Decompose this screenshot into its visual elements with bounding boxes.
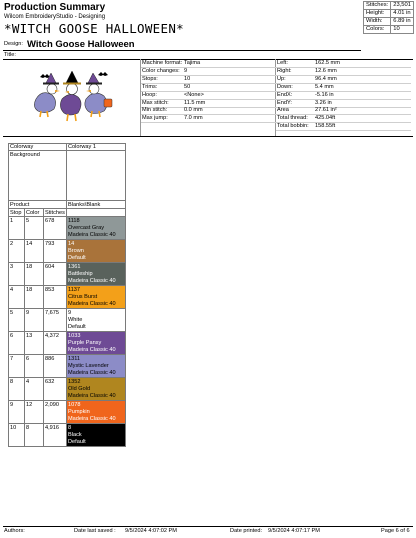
page-title: Production Summary xyxy=(4,2,106,13)
thread-code: 9 xyxy=(68,310,72,316)
machine-value: 50 xyxy=(184,83,191,90)
footer-divider xyxy=(3,526,413,527)
color-row-color-text: 12 xyxy=(26,402,33,408)
printed-value: 9/5/2024 4:07:17 PM xyxy=(268,528,320,534)
thread-name: Black xyxy=(68,432,82,438)
color-row-stop-text: 10 xyxy=(10,425,17,431)
thread-brand: Madeira Classic 40 xyxy=(68,347,116,353)
color-row-stitches-text: 604 xyxy=(45,264,55,270)
color-row-stop-text: 1 xyxy=(10,218,14,224)
color-row-color xyxy=(24,285,44,309)
product-cell: Product xyxy=(8,200,67,209)
machine-row-divider xyxy=(141,75,276,76)
col-stop-header: Stop xyxy=(8,208,25,217)
extent-value: 158.55ft xyxy=(315,123,336,130)
machine-label: Max stitch: xyxy=(142,99,169,106)
extent-label: EndX: xyxy=(277,91,293,98)
col-stitches-header: Stitches xyxy=(43,208,67,217)
color-row-stop-text: 3 xyxy=(10,264,14,270)
color-swatch xyxy=(66,216,126,240)
thread-name: Mystic Lavender xyxy=(68,363,109,369)
extent-label: Down: xyxy=(277,83,293,90)
color-row-color-text: 18 xyxy=(26,264,33,270)
stats-value: 23,501 xyxy=(391,2,414,10)
product-value-cell: Blanks\Blank xyxy=(66,200,126,209)
stats-label: Width: xyxy=(364,18,391,26)
thread-brand: Madeira Classic 40 xyxy=(68,232,116,238)
color-row-stop-text: 4 xyxy=(10,287,14,293)
color-row-color-text: 5 xyxy=(26,218,30,224)
color-row-stitches-text: 7,675 xyxy=(45,310,59,316)
extent-value: 3.26 in xyxy=(315,99,332,106)
extent-row-divider xyxy=(276,130,411,131)
thread-name: Brown xyxy=(68,248,84,254)
goose-middle xyxy=(60,71,81,121)
color-row-stitches xyxy=(43,423,67,447)
machine-label: Min stitch: xyxy=(142,107,168,114)
machine-value: <None> xyxy=(184,91,204,98)
color-row-stop-text: 8 xyxy=(10,379,14,385)
extent-label: Area xyxy=(277,107,289,114)
color-row-stitches-text: 2,090 xyxy=(45,402,59,408)
thread-name: Old Gold xyxy=(68,386,91,392)
thread-code: 1118 xyxy=(68,218,80,224)
color-row-stitches xyxy=(43,354,67,378)
colorway-header-left: Colorway xyxy=(8,143,67,151)
color-row-stop xyxy=(8,216,25,240)
extent-row-divider xyxy=(276,107,411,108)
saved-value: 9/5/2024 4:07:02 PM xyxy=(125,528,177,534)
extent-row-divider xyxy=(276,83,411,84)
design-preview xyxy=(28,69,118,127)
machine-row-divider xyxy=(141,122,276,123)
goose-left xyxy=(34,73,60,117)
design-name: Witch Goose Halloween xyxy=(27,39,135,50)
thread-name: Citrus Burst xyxy=(68,294,98,300)
color-row-stitches-text: 4,372 xyxy=(45,333,59,339)
color-row-color xyxy=(24,400,44,424)
color-row-stop xyxy=(8,285,25,309)
stats-value: 6.89 in xyxy=(391,18,414,26)
machine-label: Color changes: xyxy=(142,67,180,74)
thread-name: Purple Pansy xyxy=(68,340,102,346)
color-row-stitches-text: 886 xyxy=(45,356,55,362)
stats-row xyxy=(364,26,414,34)
color-row-stop xyxy=(8,262,25,286)
thread-code: 1078 xyxy=(68,402,81,408)
stats-label: Height: xyxy=(364,10,391,18)
color-row-stop xyxy=(8,331,25,355)
color-row-stop-text: 7 xyxy=(10,356,14,362)
thread-code: 14 xyxy=(68,241,75,247)
color-row-stitches xyxy=(43,262,67,286)
extent-label: EndY: xyxy=(277,99,292,106)
background-cell: Background xyxy=(8,150,67,201)
stats-row xyxy=(364,18,414,26)
color-swatch xyxy=(66,377,126,401)
machine-value: 7.0 mm xyxy=(184,115,203,122)
thread-brand: Madeira Classic 40 xyxy=(68,393,116,399)
color-row-color-text: 4 xyxy=(26,379,30,385)
header-divider xyxy=(3,50,361,51)
page-subtitle: Wilcom EmbroideryStudio - Designing xyxy=(4,14,106,20)
stats-box xyxy=(363,1,414,34)
colorway-table xyxy=(8,143,126,448)
colorway-header-right: Colorway 1 xyxy=(66,143,126,151)
bat-left-icon xyxy=(40,74,50,78)
color-row-stop xyxy=(8,239,25,263)
thread-code: 1352 xyxy=(68,379,81,385)
color-swatch xyxy=(66,262,126,286)
color-swatch xyxy=(66,239,126,263)
thread-brand: Default xyxy=(68,255,86,261)
extent-label: Up: xyxy=(277,75,286,82)
color-row-stop-text: 5 xyxy=(10,310,14,316)
color-row-stitches-text: 853 xyxy=(45,287,55,293)
thread-name: Battleship xyxy=(68,271,93,277)
color-row-stop xyxy=(8,377,25,401)
extent-value: 27.61 in² xyxy=(315,107,337,114)
machine-label: Max jump: xyxy=(142,115,168,122)
color-swatch xyxy=(66,331,126,355)
extent-value: 162.5 mm xyxy=(315,60,340,66)
color-row-stitches xyxy=(43,308,67,332)
design-banner: *WITCH GOOSE HALLOWEEN* xyxy=(4,21,184,36)
color-row-stitches-text: 678 xyxy=(45,218,55,224)
printed-label: Date printed: xyxy=(230,528,263,534)
color-row-color-text: 6 xyxy=(26,356,30,362)
machine-row-divider xyxy=(141,91,276,92)
thread-brand: Default xyxy=(68,439,86,445)
extent-value: 5.4 mm xyxy=(315,83,334,90)
color-row-color-text: 9 xyxy=(26,310,30,316)
extent-row-divider xyxy=(276,99,411,100)
color-row-color xyxy=(24,216,44,240)
color-swatch xyxy=(66,285,126,309)
color-row-color-text: 13 xyxy=(26,333,33,339)
color-row-color xyxy=(24,262,44,286)
color-swatch xyxy=(66,423,126,447)
witch-goose-illustration xyxy=(28,69,118,127)
color-row-stitches-text: 793 xyxy=(45,241,55,247)
machine-label: Trims: xyxy=(142,83,158,90)
color-row-color xyxy=(24,377,44,401)
stats-row xyxy=(364,2,414,10)
stats-value: 4.01 in xyxy=(391,10,414,18)
machine-value: 11.5 mm xyxy=(184,99,206,106)
machine-value: 10 xyxy=(184,75,191,82)
color-row-stop-text: 2 xyxy=(10,241,14,247)
authors-label: Authors: xyxy=(4,528,25,534)
color-row-color xyxy=(24,331,44,355)
extent-value: -5.16 in xyxy=(315,91,334,98)
extent-label: Left: xyxy=(277,60,288,66)
thread-brand: Madeira Classic 40 xyxy=(68,301,116,307)
extent-row-divider xyxy=(276,67,411,68)
machine-label: Machine format: xyxy=(142,60,183,66)
thread-brand: Madeira Classic 40 xyxy=(68,416,116,422)
color-row-stop xyxy=(8,308,25,332)
machine-row-divider xyxy=(141,83,276,84)
machine-value: 9 xyxy=(184,67,188,74)
color-swatch xyxy=(66,308,126,332)
extent-label: Right: xyxy=(277,67,292,74)
extent-label: Total thread: xyxy=(277,115,308,122)
color-row-stop-text: 6 xyxy=(10,333,14,339)
color-row-stop xyxy=(8,423,25,447)
thread-code: 8 xyxy=(68,425,72,431)
col-color-header: Color xyxy=(24,208,44,217)
extent-value: 12.6 mm xyxy=(315,67,337,74)
design-label: Design: xyxy=(4,41,23,47)
machine-info-panel xyxy=(140,59,413,136)
thread-code: 1137 xyxy=(68,287,81,293)
color-row-stop-text: 9 xyxy=(10,402,14,408)
color-row-stitches xyxy=(43,400,67,424)
thread-brand: Madeira Classic 40 xyxy=(68,278,116,284)
color-swatch xyxy=(66,400,126,424)
color-row-stitches xyxy=(43,331,67,355)
color-row-color-text: 18 xyxy=(26,287,33,293)
stats-label: Stitches: xyxy=(364,2,391,10)
goose-right xyxy=(85,73,112,117)
extent-row-divider xyxy=(276,75,411,76)
extent-value: 425.04ft xyxy=(315,115,336,122)
thread-brand: Default xyxy=(68,324,86,330)
extent-row-divider xyxy=(276,91,411,92)
color-row-stitches xyxy=(43,216,67,240)
thread-code: 1033 xyxy=(68,333,81,339)
color-row-color xyxy=(24,354,44,378)
saved-label: Date last saved : xyxy=(74,528,116,534)
color-row-color xyxy=(24,423,44,447)
page-number: Page 6 of 6 xyxy=(381,528,410,534)
title-label: Title: xyxy=(4,52,16,58)
color-swatch xyxy=(66,354,126,378)
color-row-stop xyxy=(8,354,25,378)
color-row-color xyxy=(24,308,44,332)
color-row-color xyxy=(24,239,44,263)
machine-value: Tajima xyxy=(184,60,201,66)
color-row-color-text: 8 xyxy=(26,425,30,431)
extent-value: 96.4 mm xyxy=(315,75,337,82)
machine-label: Stops: xyxy=(142,75,158,82)
stats-label: Colors: xyxy=(364,26,391,34)
machine-label: Hoop: xyxy=(142,91,157,98)
thread-name: Overcast Gray xyxy=(68,225,105,231)
color-row-stop xyxy=(8,400,25,424)
color-row-stitches xyxy=(43,377,67,401)
color-row-color-text: 14 xyxy=(26,241,33,247)
machine-value: 0.0 mm xyxy=(184,107,203,114)
thread-brand: Madeira Classic 40 xyxy=(68,370,116,376)
background-swatch xyxy=(66,150,126,201)
color-row-stitches-text: 632 xyxy=(45,379,55,385)
bat-right-icon xyxy=(98,72,108,76)
thread-name: White xyxy=(68,317,83,323)
color-row-stitches-text: 4,916 xyxy=(45,425,59,431)
extent-label: Total bobbin: xyxy=(277,123,309,130)
info-divider xyxy=(3,136,413,137)
color-row-stitches xyxy=(43,239,67,263)
thread-code: 1311 xyxy=(68,356,81,362)
stats-row xyxy=(364,10,414,18)
thread-code: 1361 xyxy=(68,264,81,270)
thread-name: Pumpkin xyxy=(68,409,90,415)
color-row-stitches xyxy=(43,285,67,309)
stats-value: 10 xyxy=(391,26,414,34)
